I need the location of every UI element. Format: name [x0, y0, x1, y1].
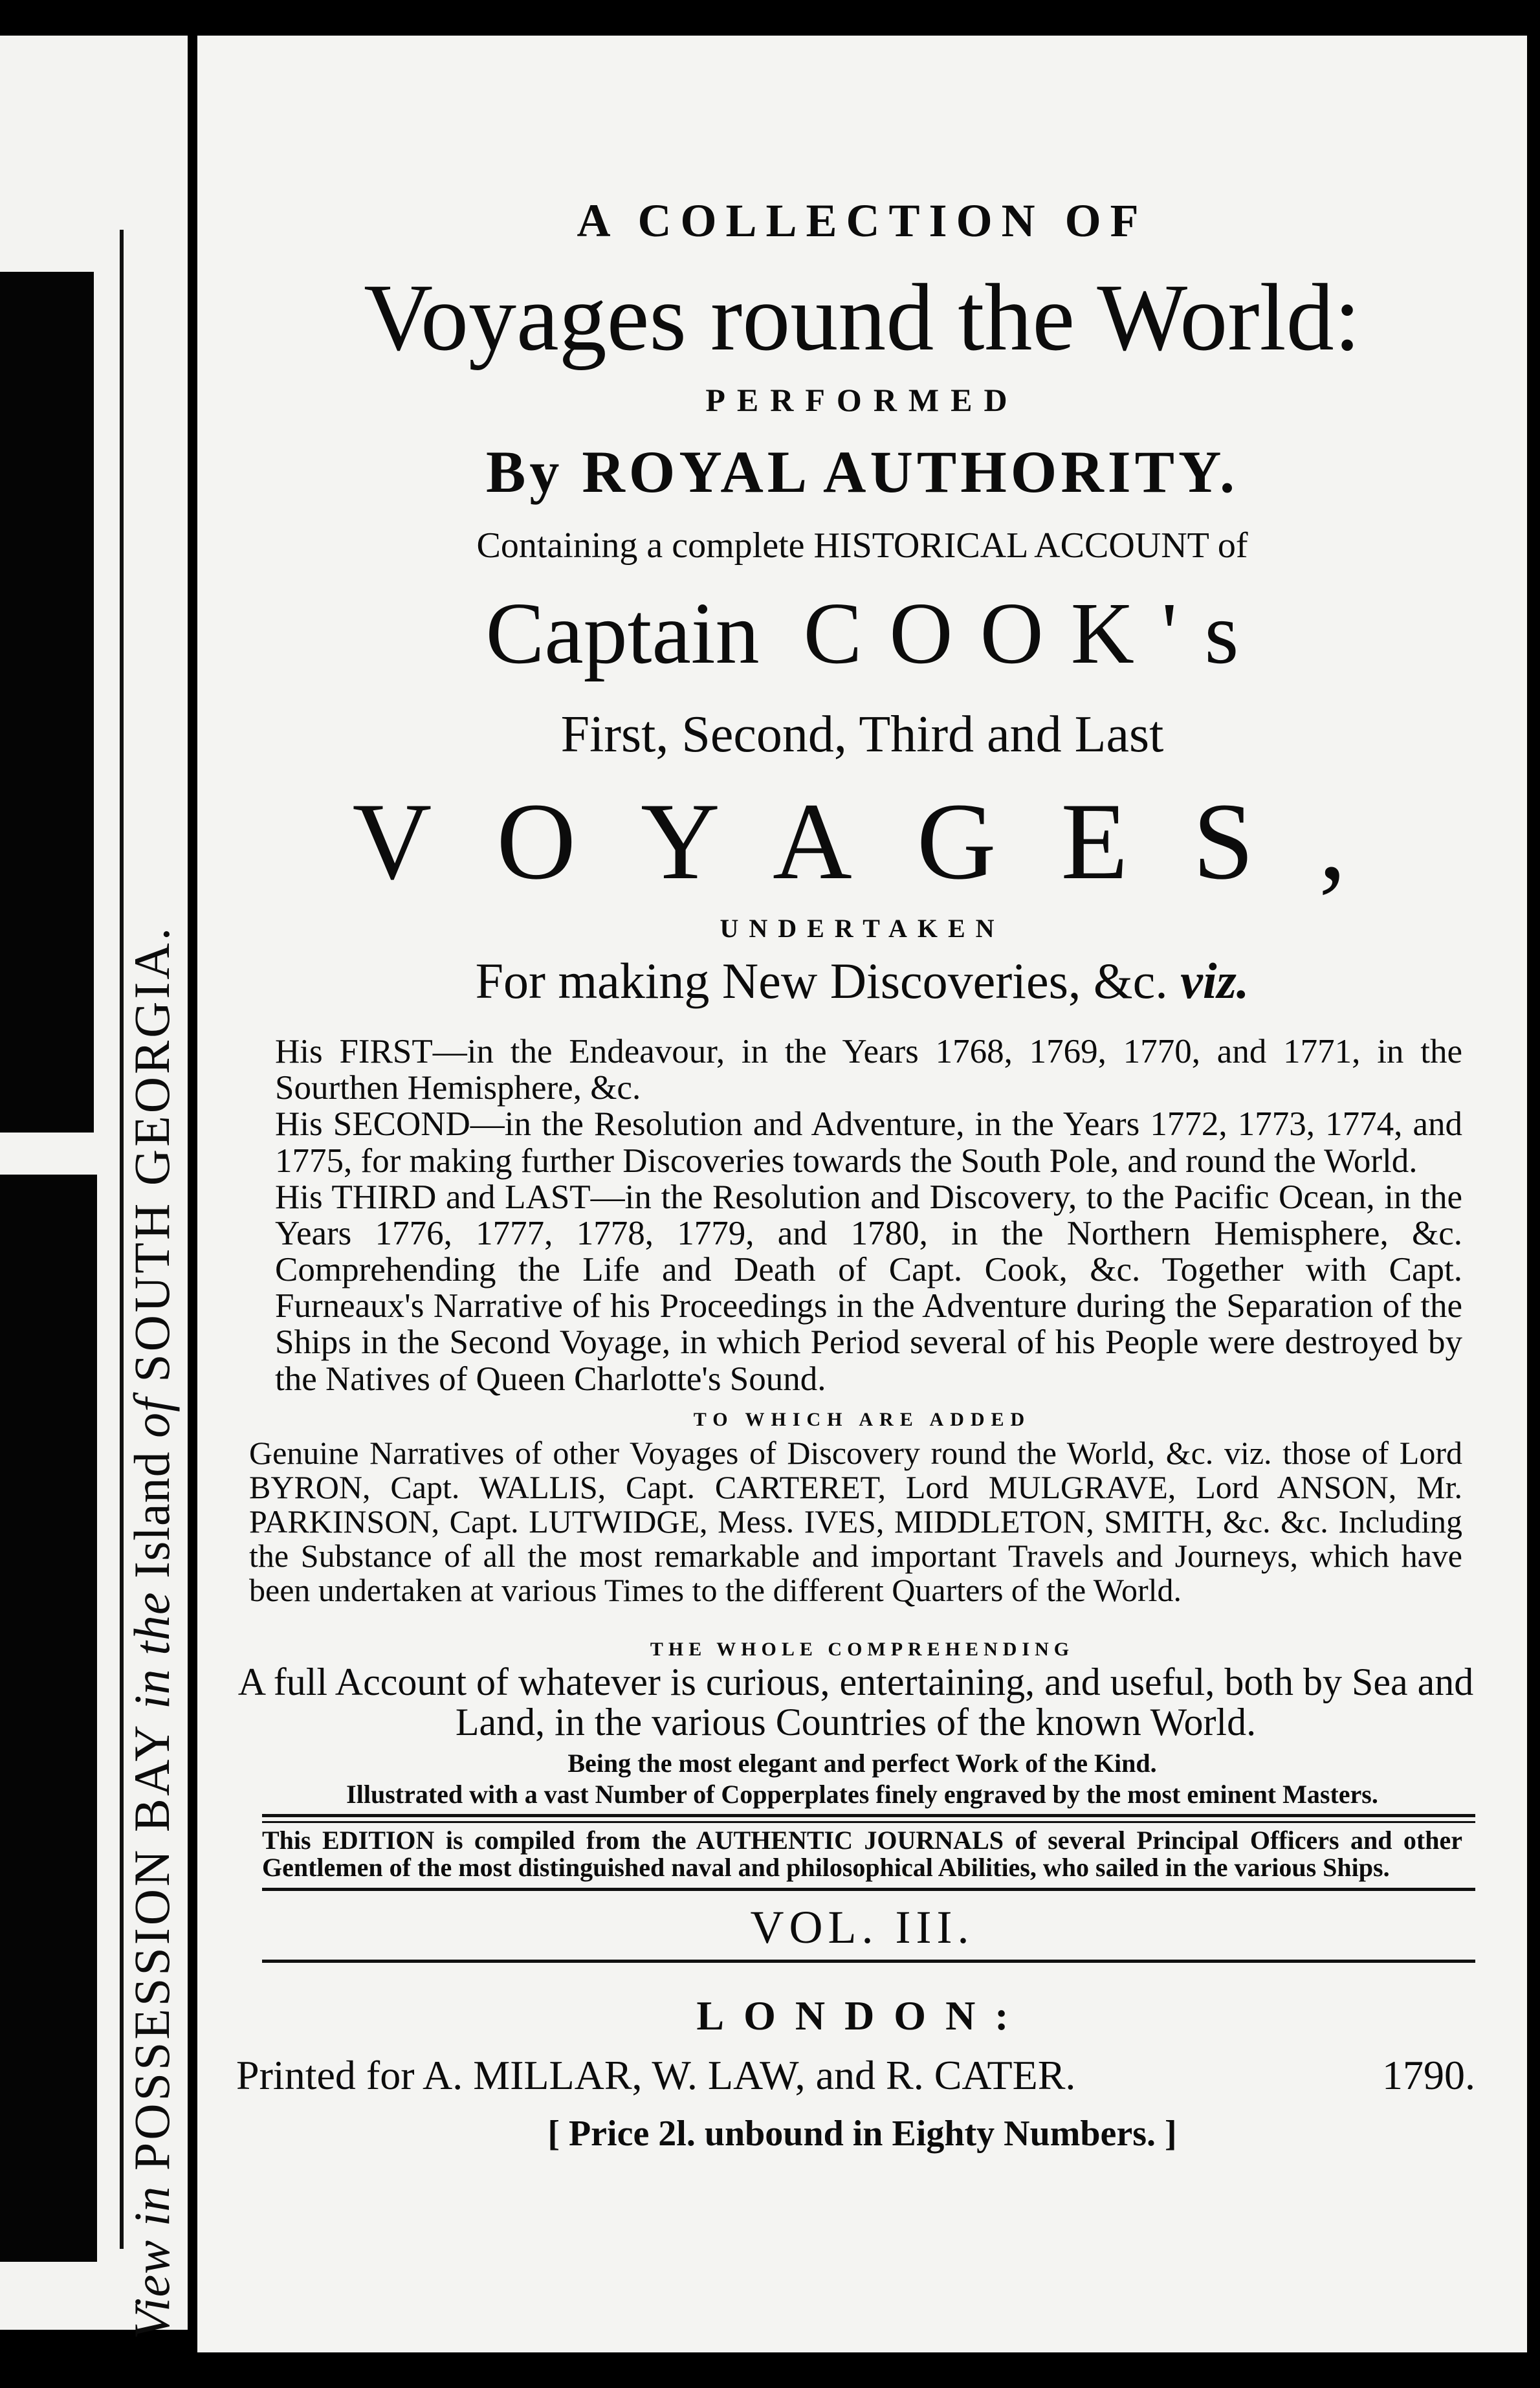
heading-undertaken: UNDERTAKEN — [720, 914, 1005, 943]
discoveries-text: For making New Discoveries, &c. — [475, 953, 1181, 1009]
first-voyage-paragraph: His FIRST—in the Endeavour, in the Years 1768, 1769, 1770, and 1771, in the Sourthen Hemisphere, &c. — [275, 1033, 1462, 1107]
imprint-london: LONDON: — [696, 1992, 1028, 2039]
imprint-printed-for — [223, 2051, 1501, 2098]
cook-s: s — [1204, 585, 1239, 682]
imprint-year: 1790. — [1382, 2051, 1475, 2098]
printed-for-text: Printed for A. MILLAR, W. LAW, and R. CATER. — [236, 2051, 1076, 2098]
rule-middle — [262, 1888, 1475, 1891]
captain-word: Captain — [485, 585, 760, 682]
caption-in-the: in the — [124, 1591, 180, 1709]
full-account-paragraph: A full Account of whatever is curious, entertaining, and useful, both by Sea and Land, in the various Countries of the known World. — [237, 1660, 1474, 1744]
heading-first-second-third-last: First, Second, Third and Last — [560, 706, 1164, 763]
elegant-line: Being the most elegant and perfect Work of the Kind. — [567, 1748, 1157, 1778]
heading-voyages: VOYAGES, — [352, 780, 1411, 902]
illustrated-line: Illustrated with a vast Number of Copperplates finely engraved by the most eminent Masters. — [346, 1779, 1378, 1809]
narratives-paragraph: Genuine Narratives of other Voyages of Discovery round the World, &c. viz. those of Lord BYRON, Capt. WALLIS, Capt. CARTERET, Lord MULGRAVE, Lord ANSON, Mr. PARKINSON, Capt. LUTWIDGE, Mess. IVES, MIDDLETON, SMITH, &c. &c. Including the Substance of all the most remarkable and important Travels and Journeys, which have been undertaken at various Times to the different Quarters of the World. — [249, 1434, 1462, 1608]
adjacent-plate — [0, 36, 188, 2339]
plate-caption — [123, 925, 181, 2339]
cook-word: COOK' — [803, 585, 1205, 682]
whole-comprehending: THE WHOLE COMPREHENDING — [650, 1638, 1075, 1660]
imprint-price: [ Price 2l. unbound in Eighty Numbers. ] — [547, 2113, 1177, 2154]
caption-in: in — [124, 2185, 180, 2227]
heading-captain-cook — [223, 585, 1501, 682]
title-page — [197, 36, 1527, 2352]
heading-royal-authority: By ROYAL AUTHORITY. — [486, 439, 1238, 505]
volume-number: VOL. III. — [750, 1901, 974, 1953]
third-voyage-paragraph: His THIRD and LAST—in the Resolution and Discovery, to the Pacific Ocean, in the Years 1776, 1777, 1778, 1779, and 1780, in the Northern Hemisphere, &c. Comprehending the Life and Death of Capt. Cook, &c. Together with Capt. Furneaux's Narrative of his Proceedings in the Adventure during the Separation of the Ships in the Second Voyage, in which Period several of his People were destroyed by the Natives of Queen Charlotte's Sound. — [275, 1178, 1462, 1398]
rule-top — [262, 1814, 1475, 1817]
heading-containing: Containing a complete HISTORICAL ACCOUNT of — [476, 525, 1248, 566]
heading-new-discoveries — [223, 953, 1501, 1009]
edition-paragraph: This EDITION is compiled from the AUTHENTIC JOURNALS of several Principal Officers and other Gentlemen of the most distinguished naval and philosophical Abilities, who sailed in the various Ships. — [262, 1825, 1462, 1882]
heading-collection: A COLLECTION OF — [577, 195, 1148, 247]
caption-view: View — [124, 2226, 180, 2339]
caption-south-georgia: SOUTH GEORGIA. — [124, 925, 180, 1398]
heading-voyages-round-world: Voyages round the World: — [364, 265, 1361, 371]
second-voyage-paragraph: His SECOND—in the Resolution and Adventure, in the Years 1772, 1773, 1774, and 1775, for making further Discoveries towards the South Pole, and round the World. — [275, 1105, 1462, 1180]
plate-engraving-dark-upper — [0, 272, 94, 1133]
rule-bottom — [262, 1960, 1475, 1963]
to-which-added: TO WHICH ARE ADDED — [693, 1408, 1031, 1430]
plate-engraving-dark-lower — [0, 1175, 97, 2262]
caption-of: of — [124, 1397, 180, 1438]
caption-island: Island — [124, 1437, 180, 1592]
viz-text: viz. — [1180, 953, 1249, 1009]
caption-possession-bay: POSSESSION BAY — [124, 1709, 180, 2186]
heading-performed: PERFORMED — [705, 382, 1019, 418]
